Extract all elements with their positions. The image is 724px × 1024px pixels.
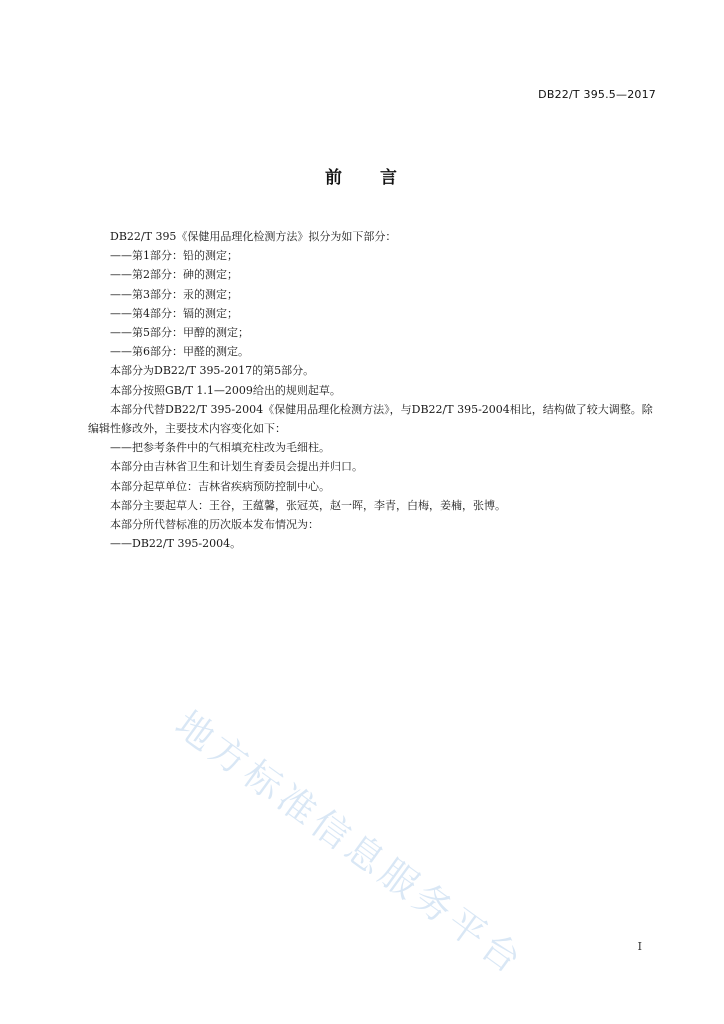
paragraph-drafting-unit: 本部分起草单位：吉林省疾病预防控制中心。 <box>110 479 330 493</box>
paragraph-proposer: 本部分由吉林省卫生和计划生育委员会提出并归口。 <box>110 460 363 474</box>
title-char-2: 言 <box>380 168 399 188</box>
list-item-part-6: ——第6部分：甲醛的测定。 <box>110 345 249 359</box>
paragraph-replacement: 本部分代替DB22/T 395-2004《保健用品理化检测方法》，与DB22/T 395-2004相比，结构做了较大调整。除编辑性修改外，主要技术内容变化如下： <box>88 402 653 436</box>
list-item-part-4: ——第4部分：镉的测定； <box>110 306 238 320</box>
title-char-1: 前 <box>325 168 344 188</box>
list-item-history: ——DB22/T 395-2004。 <box>110 537 242 551</box>
paragraph-drafting-rules: 本部分按照GB/T 1.1—2009给出的规则起草。 <box>110 383 341 397</box>
list-item-part-5: ——第5部分：甲醇的测定； <box>110 326 249 340</box>
paragraph-intro: DB22/T 395《保健用品理化检测方法》拟分为如下部分： <box>110 230 397 243</box>
watermark: 地方标准信息服务平台 <box>167 702 533 985</box>
list-item-part-1: ——第1部分：铅的测定； <box>110 249 238 263</box>
foreword-body <box>88 227 656 553</box>
paragraph-history: 本部分所代替标准的历次版本发布情况为： <box>110 518 319 532</box>
page-number: I <box>637 940 642 953</box>
paragraph-drafters: 本部分主要起草人：王谷，王蕴馨，张冠英，赵一晖，李青，白梅，姜楠，张博。 <box>110 498 506 512</box>
list-item-part-3: ——第3部分：汞的测定； <box>110 287 238 301</box>
paragraph-part-statement: 本部分为DB22/T 395-2017的第5部分。 <box>110 364 315 378</box>
list-item-change: ——把参考条件中的气相填充柱改为毛细柱。 <box>110 441 330 455</box>
list-item-part-2: ——第2部分：砷的测定； <box>110 268 238 282</box>
document-code: DB22/T 395.5—2017 <box>538 88 656 101</box>
page-title <box>0 163 724 188</box>
